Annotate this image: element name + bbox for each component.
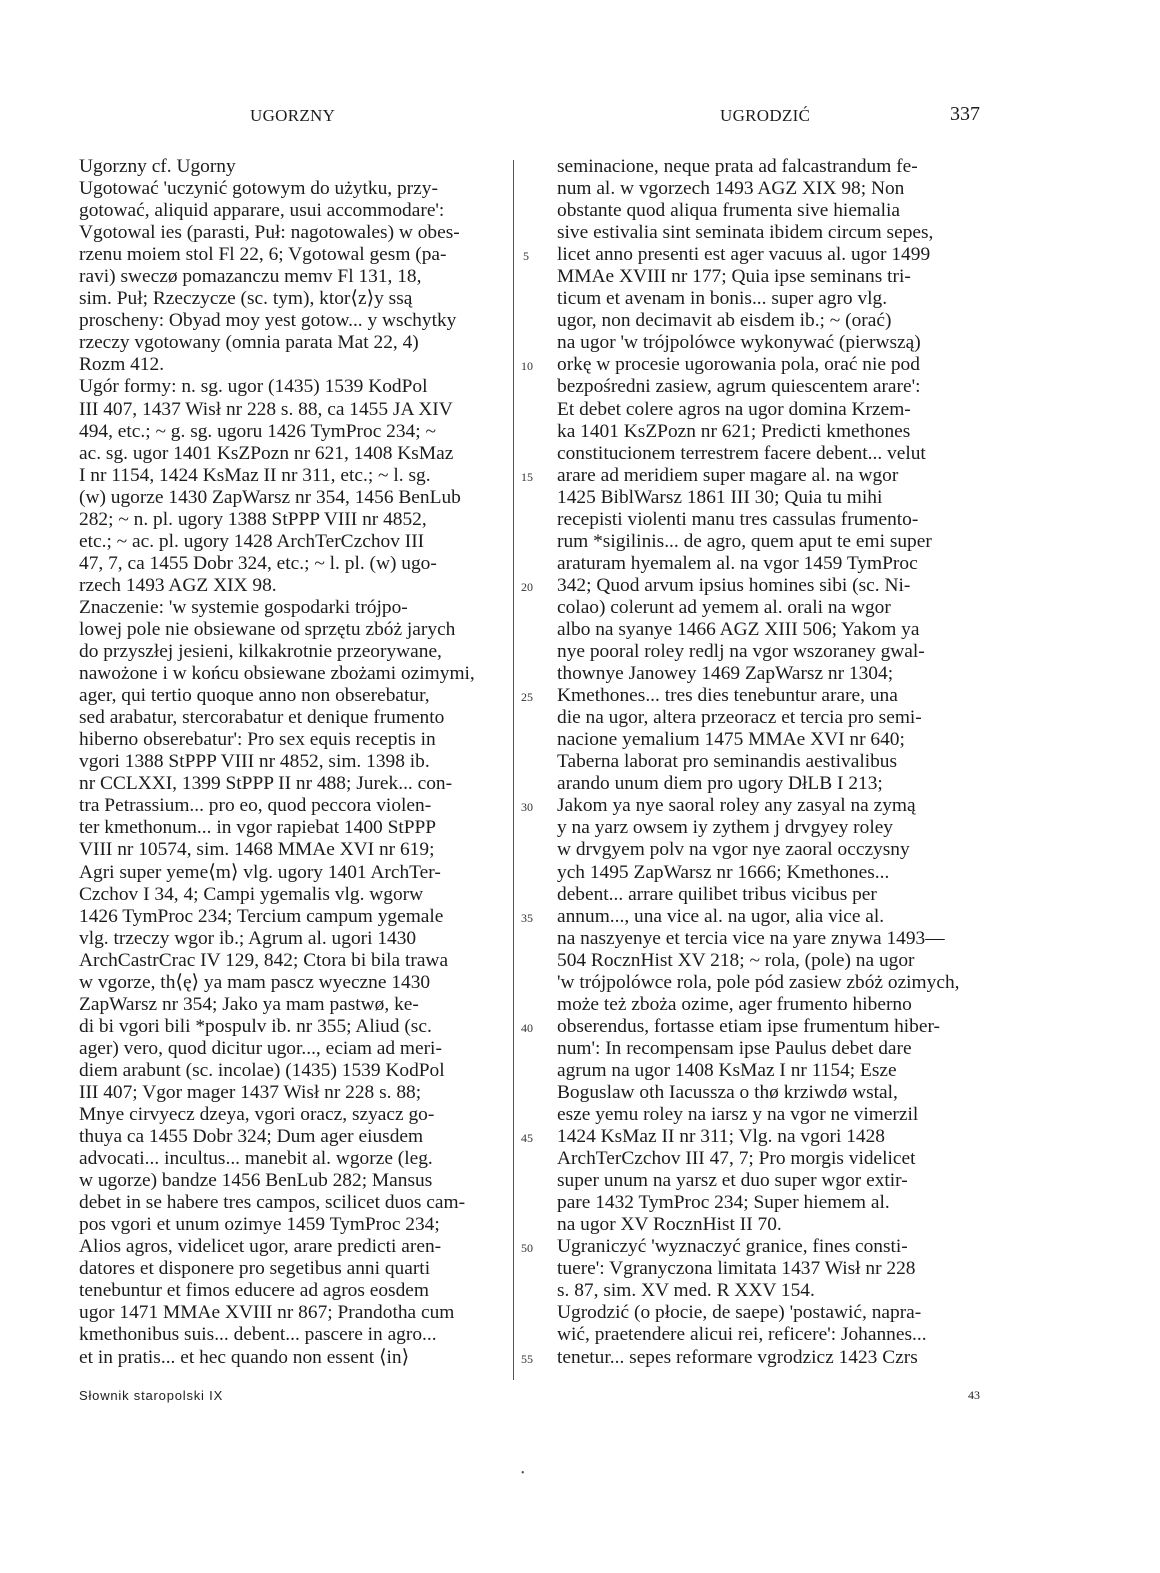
text-line: agrum na ugor 1408 KsMaz I nr 1154; Esze xyxy=(557,1059,897,1081)
text-line: tenetur... sepes reformare vgrodzicz 1423 Czrs xyxy=(557,1346,918,1368)
text-line: obserendus, fortasse etiam ipse frumentum hiber- xyxy=(557,1015,941,1037)
line-number: 55 xyxy=(521,1351,533,1366)
page-number: 337 xyxy=(950,103,980,125)
text-line: Znaczenie: 'w systemie gospodarki trójpo- xyxy=(79,596,408,618)
text-line: na naszyenye et tercia vice na yare znywa 1493— xyxy=(557,927,945,949)
text-line: wić, praetendere alicui rei, reficere': Johannes... xyxy=(557,1324,927,1346)
text-line: licet anno presenti est ager vacuus al. ugor 1499 xyxy=(557,244,931,266)
text-line: Ugrodzić (o płocie, de saepe) 'postawić, napra- xyxy=(557,1302,922,1324)
text-line: datores et disponere pro segetibus anni quarti xyxy=(79,1258,431,1280)
text-line: pare 1432 TymProc 234; Super hiemem al. xyxy=(557,1192,890,1214)
footer-signature: Słownik staropolski IX xyxy=(79,1388,224,1403)
text-line: thownye Janowey 1469 ZapWarsz nr 1304; xyxy=(557,663,894,685)
text-line: III 407; Vgor mager 1437 Wisł nr 228 s. 88; xyxy=(79,1081,422,1103)
text-line: sim. Puł; Rzeczycze (sc. tym), ktor⟨z⟩y ssą xyxy=(79,288,413,310)
text-line: może też zboża ozime, ager frumento hiberno xyxy=(557,993,912,1015)
text-line: et in pratis... et hec quando non essent ⟨in⟩ xyxy=(79,1346,410,1368)
text-line: rzeczy vgotowany (omnia parata Mat 22, 4) xyxy=(79,332,419,354)
line-number: 15 xyxy=(521,469,533,484)
text-line: diem arabunt (sc. incolae) (1435) 1539 KodPol xyxy=(79,1059,445,1081)
text-line: super unum na yarsz et duo super wgor extir- xyxy=(557,1170,908,1192)
text-line: Et debet colere agros na ugor domina Krzem- xyxy=(557,398,911,420)
text-line: gotować, aliquid apparare, usui accommodare': xyxy=(79,200,445,222)
text-line: di bi vgori bili *pospulv ib. nr 355; Aliud (sc. xyxy=(79,1015,432,1037)
text-line: proscheny: Obyad moy yest gotow... y wschytky xyxy=(79,310,457,332)
text-line: rzech 1493 AGZ XIX 98. xyxy=(79,574,277,596)
column-divider xyxy=(513,160,514,1380)
text-line: ticum et avenam in bonis... super agro vlg. xyxy=(557,288,888,310)
line-number: 50 xyxy=(521,1241,533,1256)
text-line: ter kmethonum... in vgor rapiebat 1400 StPPP xyxy=(79,817,437,839)
text-line: III 407, 1437 Wisł nr 228 s. 88, ca 1455 JA XIV xyxy=(79,398,453,420)
running-head-right: UGRODZIĆ xyxy=(720,106,811,125)
text-line: num': In recompensam ipse Paulus debet dare xyxy=(557,1037,912,1059)
text-line: die na ugor, altera przeoracz et tercia pro semi- xyxy=(557,707,922,729)
text-line: 1425 BiblWarsz 1861 III 30; Quia tu mihi xyxy=(557,486,883,508)
text-line: ych 1495 ZapWarsz nr 1666; Kmethones... xyxy=(557,861,890,883)
text-line: num al. w vgorzech 1493 AGZ XIX 98; Non xyxy=(557,178,905,200)
text-line: nawożone i w końcu obsiewane zbożami ozimymi, xyxy=(79,663,475,685)
text-line: Rozm 412. xyxy=(79,354,165,376)
text-line: (w) ugorze 1430 ZapWarsz nr 354, 1456 BenLub xyxy=(79,486,461,508)
text-line: tra Petrassium... pro eo, quod peccora violen- xyxy=(79,795,432,817)
text-line: arare ad meridiem super magare al. na wgor xyxy=(557,464,899,486)
text-line: Ugór formy: n. sg. ugor (1435) 1539 KodPol xyxy=(79,376,428,398)
text-line: w ugorze) bandze 1456 BenLub 282; Mansus xyxy=(79,1170,433,1192)
text-line: w vgorze, th⟨ę⟩ ya mam pascz wyeczne 1430 xyxy=(79,971,431,993)
text-line: pos vgori et unum ozimye 1459 TymProc 234; xyxy=(79,1214,440,1236)
right-column xyxy=(557,156,981,1369)
footer-sheet-number: 43 xyxy=(968,1388,980,1402)
text-line: Kmethones... tres dies tenebuntur arare, una xyxy=(557,685,898,707)
text-line: ravi) sweczø pomazanczu memv Fl 131, 18, xyxy=(79,266,422,288)
text-line: seminacione, neque prata ad falcastrandum fe- xyxy=(557,156,918,177)
text-line: araturam hyemalem al. na vgor 1459 TymProc xyxy=(557,552,918,574)
text-line: recepisti violenti manu tres cassulas frumento- xyxy=(557,508,919,530)
text-line: ac. sg. ugor 1401 KsZPozn nr 621, 1408 KsMaz xyxy=(79,442,454,464)
text-line: tenebuntur et fimos educere ad agros eosdem xyxy=(79,1280,429,1302)
line-number: 25 xyxy=(521,690,533,705)
text-line: ager, qui tertio quoque anno non obserebatur, xyxy=(79,685,430,707)
text-line: Taberna laborat pro seminandis aestivalibus xyxy=(557,751,898,773)
text-line: ugor, non decimavit ab eisdem ib.; ~ (orać) xyxy=(557,310,892,332)
text-line: Ugotować 'uczynić gotowym do użytku, przy- xyxy=(79,178,438,200)
line-number: 35 xyxy=(521,910,533,925)
text-line: kmethonibus suis... debent... pascere in agro... xyxy=(79,1324,437,1346)
running-head-left: UGORZNY xyxy=(250,106,336,125)
text-line: ugor 1471 MMAe XVIII nr 867; Prandotha cum xyxy=(79,1302,455,1324)
text-line: 282; ~ n. pl. ugory 1388 StPPP VIII nr 4852, xyxy=(79,508,427,530)
text-line: bezpośredni zasiew, agrum quiescentem arare': xyxy=(557,376,921,398)
text-line: Boguslaw oth Iacussza o thø krziwdø wstal, xyxy=(557,1081,898,1103)
text-line: constitucionem terrestrem facere debent... velut xyxy=(557,442,926,464)
line-number: 10 xyxy=(521,359,533,374)
text-line: annum..., una vice al. na ugor, alia vice al. xyxy=(557,905,885,927)
text-line: 504 RocznHist XV 218; ~ rola, (pole) na ugor xyxy=(557,949,915,971)
text-line: debent... arrare quilibet tribus vicibus per xyxy=(557,883,877,905)
text-line: nr CCLXXI, 1399 StPPP II nr 488; Jurek... con- xyxy=(79,773,453,795)
text-line: y na yarz owsem iy zythem j drvgyey roley xyxy=(557,817,894,839)
text-line: Agri super yeme⟨m⟩ vlg. ugory 1401 ArchTer- xyxy=(79,861,441,883)
text-line: VIII nr 10574, sim. 1468 MMAe XVI nr 619; xyxy=(79,839,435,861)
text-line: debet in se habere tres campos, scilicet duos cam- xyxy=(79,1192,466,1214)
text-line: ka 1401 KsZPozn nr 621; Predicti kmethones xyxy=(557,420,911,442)
text-line: 'w trójpolówce rola, pole pód zasiew zbóż ozimych, xyxy=(557,971,960,993)
text-line: w drvgyem polv na vgor nye zaoral occzysny xyxy=(557,839,910,861)
text-line: Czchov I 34, 4; Campi ygemalis vlg. wgorw xyxy=(79,883,424,905)
text-line: nye pooral roley redlj na vgor wszoraney gwal- xyxy=(557,641,925,663)
text-line: na ugor 'w trójpolówce wykonywać (pierwszą) xyxy=(557,332,921,354)
line-number: 5 xyxy=(523,249,529,264)
text-line: I nr 1154, 1424 KsMaz II nr 311, etc.; ~ l. sg. xyxy=(79,464,431,486)
text-line: ArchTerCzchov III 47, 7; Pro morgis videlicet xyxy=(557,1148,916,1170)
text-line: colao) colerunt ad yemem al. orali na wgor xyxy=(557,596,891,618)
text-line: Jakom ya nye saoral roley any zasyal na zymą xyxy=(557,795,916,817)
text-line: ZapWarsz nr 354; Jako ya mam pastwø, ke- xyxy=(79,993,419,1015)
text-line: 47, 7, ca 1455 Dobr 324, etc.; ~ l. pl. (w) ugo- xyxy=(79,552,437,574)
text-line: 342; Quod arvum ipsius homines sibi (sc. Ni- xyxy=(557,574,911,596)
left-column xyxy=(79,156,503,1369)
text-line: arando unum diem pro ugory DłLB I 213; xyxy=(557,773,883,795)
text-line: ArchCastrCrac IV 129, 842; Ctora bi bila trawa xyxy=(79,949,449,971)
text-line: orkę w procesie ugorowania pola, orać nie pod xyxy=(557,354,920,376)
line-number: 20 xyxy=(521,579,533,594)
text-line: etc.; ~ ac. pl. ugory 1428 ArchTerCzchov III xyxy=(79,530,425,552)
text-line: ager) vero, quod dicitur ugor..., eciam ad meri- xyxy=(79,1037,442,1059)
text-line: albo na syanye 1466 AGZ XIII 506; Yakom ya xyxy=(557,618,920,640)
text-line: vgori 1388 StPPP VIII nr 4852, sim. 1398 ib. xyxy=(79,751,430,773)
text-line: Alios agros, videlicet ugor, arare predicti aren- xyxy=(79,1236,442,1258)
line-number: 45 xyxy=(521,1131,533,1146)
text-line: advocati... incultus... manebit al. wgorze (leg. xyxy=(79,1148,433,1170)
text-line: s. 87, sim. XV med. R XXV 154. xyxy=(557,1280,815,1302)
text-line: nacione yemalium 1475 MMAe XVI nr 640; xyxy=(557,729,905,751)
text-line: vlg. trzeczy wgor ib.; Agrum al. ugori 1430 xyxy=(79,927,417,949)
text-line: sed arabatur, stercorabatur et denique frumento xyxy=(79,707,445,729)
text-line: Ugraniczyć 'wyznaczyć granice, fines consti- xyxy=(557,1236,908,1258)
line-number: 30 xyxy=(521,800,533,815)
text-line: thuya ca 1455 Dobr 324; Dum ager eiusdem xyxy=(79,1126,424,1148)
text-line: na ugor XV RocznHist II 70. xyxy=(557,1214,782,1236)
text-line: rum *sigilinis... de agro, quem aput te emi super xyxy=(557,530,932,552)
text-line: sive estivalia sint seminata ibidem circum sepes, xyxy=(557,222,934,244)
text-line: do przyszłej jesieni, kilkakrotnie przeorywane, xyxy=(79,641,442,663)
text-line: MMAe XVIII nr 177; Quia ipse seminans tri- xyxy=(557,266,911,288)
text-line: lowej pole nie obsiewane od sprzętu zbóż jarych xyxy=(79,618,456,640)
scan-dot: • xyxy=(521,1468,525,1479)
text-line: Ugorzny cf. Ugorny xyxy=(79,156,236,177)
line-number: 40 xyxy=(521,1020,533,1035)
text-line: 1424 KsMaz II nr 311; Vlg. na vgori 1428 xyxy=(557,1126,885,1148)
text-line: esze yemu roley na iarsz y na vgor ne vimerzil xyxy=(557,1104,919,1126)
text-line: hiberno obserebatur': Pro sex equis receptis in xyxy=(79,729,436,751)
text-line: Vgotowal ies (parasti, Puł: nagotowales) w obes- xyxy=(79,222,460,244)
text-line: tuere': Vgranyczona limitata 1437 Wisł nr 228 xyxy=(557,1258,916,1280)
text-line: obstante quod aliqua frumenta sive hiemalia xyxy=(557,200,901,222)
text-line: Mnye cirvyecz dzeya, vgori oracz, szyacz go- xyxy=(79,1104,435,1126)
text-line: rzenu moiem stol Fl 22, 6; Vgotowal gesm (pa- xyxy=(79,244,447,266)
text-line: 494, etc.; ~ g. sg. ugoru 1426 TymProc 234; ~ xyxy=(79,420,436,442)
text-line: 1426 TymProc 234; Tercium campum ygemale xyxy=(79,905,444,927)
